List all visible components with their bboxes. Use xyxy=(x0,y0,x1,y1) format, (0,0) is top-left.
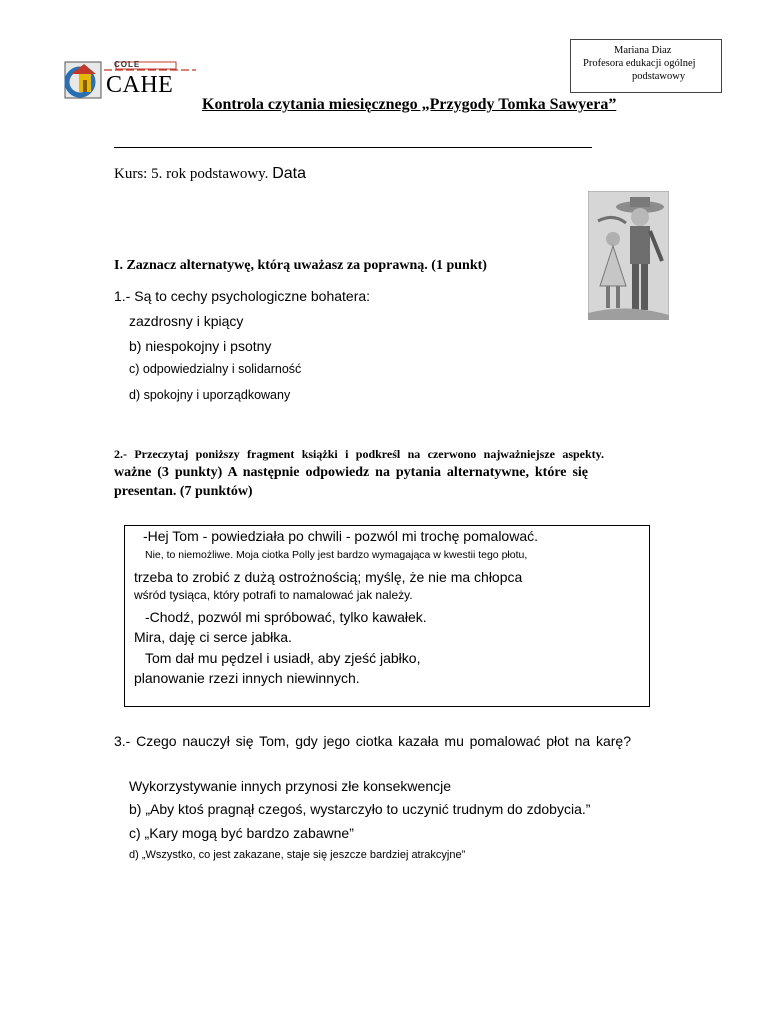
passage-line: trzeba to zrobić z dużą ostrożnością; myślę, że nie ma chłopca xyxy=(134,569,523,585)
question2-line2: ważne (3 punkty) A następnie odpowiedz na pytania alternatywne, które się xyxy=(114,465,588,480)
passage-line: Mira, daję ci serce jabłka. xyxy=(134,629,292,645)
teacher-name: Mariana Diaz xyxy=(614,45,672,56)
question1-text: 1.- Są to cechy psychologiczne bohatera: xyxy=(114,288,371,304)
course-label: Kurs: 5. rok podstawowy. xyxy=(114,166,269,182)
question1-option-a: zazdrosny i kpiący xyxy=(129,313,244,329)
passage-line: Tom dał mu pędzel i usiadł, aby zjeść jabłko, xyxy=(145,650,421,666)
passage-line: -Chodź, pozwól mi spróbować, tylko kawałek. xyxy=(145,609,427,625)
question1-option-d: d) spokojny i uporządkowany xyxy=(129,388,291,402)
teacher-info-box xyxy=(570,39,722,93)
passage-line: Nie, to niemożliwe. Moja ciotka Polly jest bardzo wymagająca w kwestii tego płotu, xyxy=(145,549,528,561)
question3-option-b: b) „Aby ktoś pragnął czegoś, wystarczyło to uczynić trudnym do zdobycia.” xyxy=(129,801,591,817)
question2-line1: 2.- Przeczytaj poniższy fragment książki i podkreśl na czerwono najważniejsze aspekty. xyxy=(114,447,604,461)
question3-text: 3.- Czego nauczył się Tom, gdy jego ciotka kazała mu pomalować płot na karę? xyxy=(114,733,631,749)
title-rule-line xyxy=(114,147,592,148)
tom-sawyer-illustration xyxy=(588,191,669,320)
date-label: Data xyxy=(272,165,306,182)
question3-option-d: d) „Wszystko, co jest zakazane, staje się jeszcze bardziej atrakcyjne” xyxy=(129,849,466,861)
question1-option-b: b) niespokojny i psotny xyxy=(129,338,272,354)
school-logo-icon xyxy=(64,60,198,100)
document-title: Kontrola czytania miesięcznego „Przygody Tomka Sawyera” xyxy=(202,96,617,113)
question3-option-c: c) „Kary mogą być bardzo zabawne” xyxy=(129,825,354,841)
logo-top-text: COLE xyxy=(114,60,141,69)
question3-option-a: Wykorzystywanie innych przynosi złe konsekwencje xyxy=(129,778,451,794)
teacher-role-line1: Profesora edukacji ogólnej xyxy=(583,58,696,69)
passage-line: -Hej Tom - powiedziała po chwili - pozwól mi trochę pomalować. xyxy=(143,528,539,544)
section1-heading: I. Zaznacz alternatywę, którą uważasz za poprawną. (1 punkt) xyxy=(114,258,487,273)
illustration-graphic xyxy=(588,191,669,320)
passage-box xyxy=(124,525,650,707)
course-line xyxy=(114,165,306,183)
logo-text: CAHE xyxy=(106,72,174,98)
passage-line: wśród tysiąca, który potrafi to namalować jak należy. xyxy=(134,588,413,602)
teacher-role-line2: podstawowy xyxy=(632,71,686,82)
question2-line3: presentan. (7 punktów) xyxy=(114,484,253,499)
passage-line: planowanie rzezi innych niewinnych. xyxy=(134,670,360,686)
question1-option-c: c) odpowiedzialny i solidarność xyxy=(129,362,302,376)
